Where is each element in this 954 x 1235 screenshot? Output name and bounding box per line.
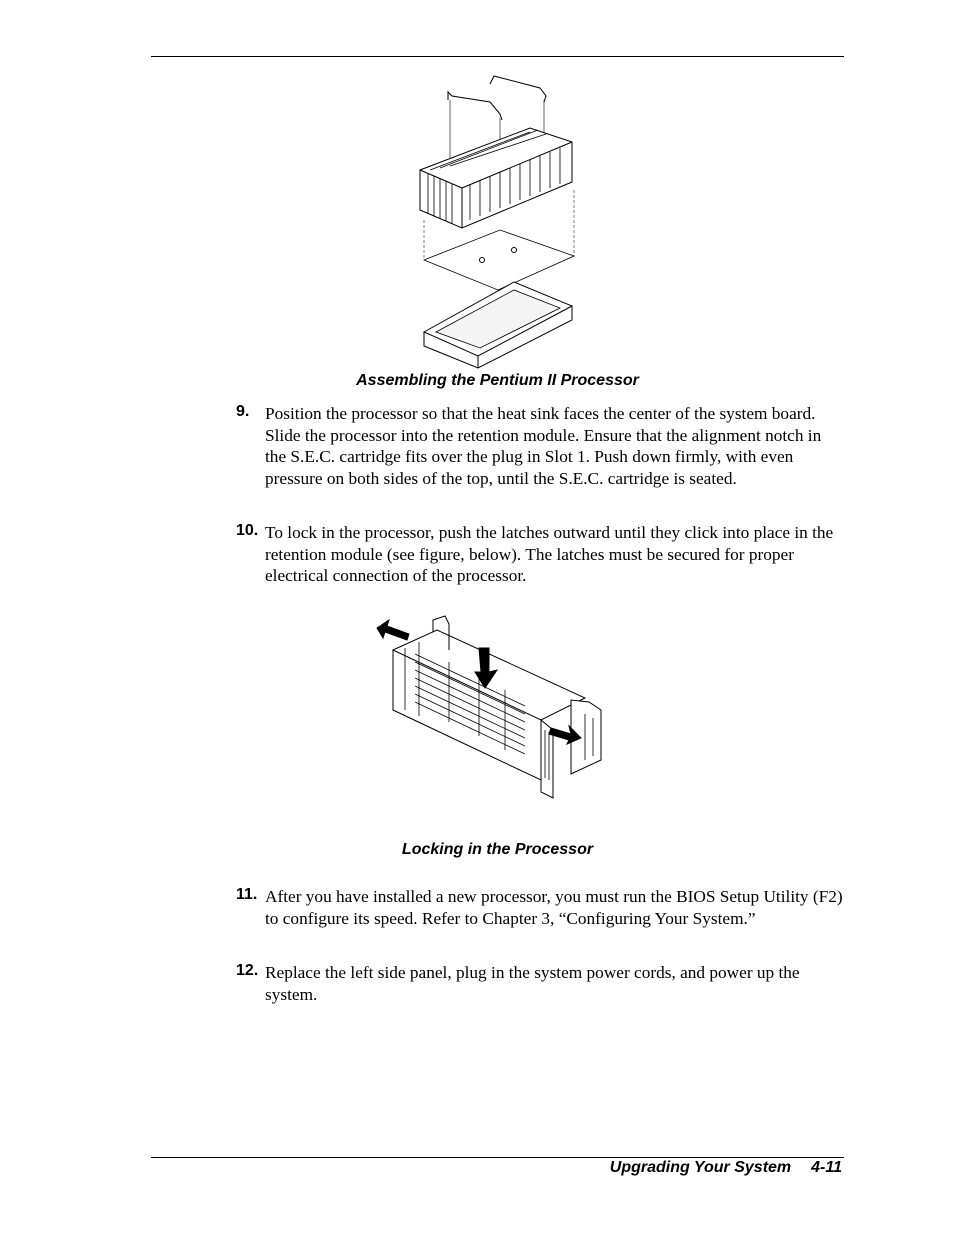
- step-number: 11.: [236, 886, 258, 903]
- step-11: [236, 886, 846, 929]
- processor-assembly-figure: [410, 70, 585, 370]
- step-number: 9.: [236, 403, 250, 420]
- step-text: To lock in the processor, push the latches outward until they click into place in the retention module (see figure, below). The latches must be secured for proper electrical connection of the processor.: [265, 523, 834, 586]
- footer-page-number: 4-11: [811, 1159, 842, 1176]
- step-9: [236, 403, 846, 489]
- step-10: [236, 522, 846, 587]
- step-text: After you have installed a new processor, you must run the BIOS Setup Utility (F2) to configure its speed. Refer to Chapter 3, “Configuring Your System.”: [265, 887, 843, 928]
- step-12: [236, 962, 846, 1005]
- footer-rule: [151, 1157, 844, 1158]
- page-footer: [610, 1159, 842, 1177]
- processor-lock-figure: [375, 610, 615, 805]
- figure-caption-1: Assembling the Pentium II Processor: [356, 372, 639, 389]
- step-text: Replace the left side panel, plug in the system power cords, and power up the system.: [265, 963, 800, 1004]
- step-number: 12.: [236, 962, 259, 979]
- figure-caption-2: Locking in the Processor: [401, 841, 594, 858]
- header-rule: [151, 56, 844, 57]
- step-number: 10.: [236, 522, 259, 539]
- step-text: Position the processor so that the heat sink faces the center of the system board. Slide the processor into the retention module. Ensure that the alignment notch in the S.E.C. cartridge fits over the plug in Slot 1. Push down firmly, with even pressure on both sides of the top, until the S.E.C. cartridge is seated.: [265, 404, 822, 488]
- footer-section: Upgrading Your System: [609, 1159, 792, 1176]
